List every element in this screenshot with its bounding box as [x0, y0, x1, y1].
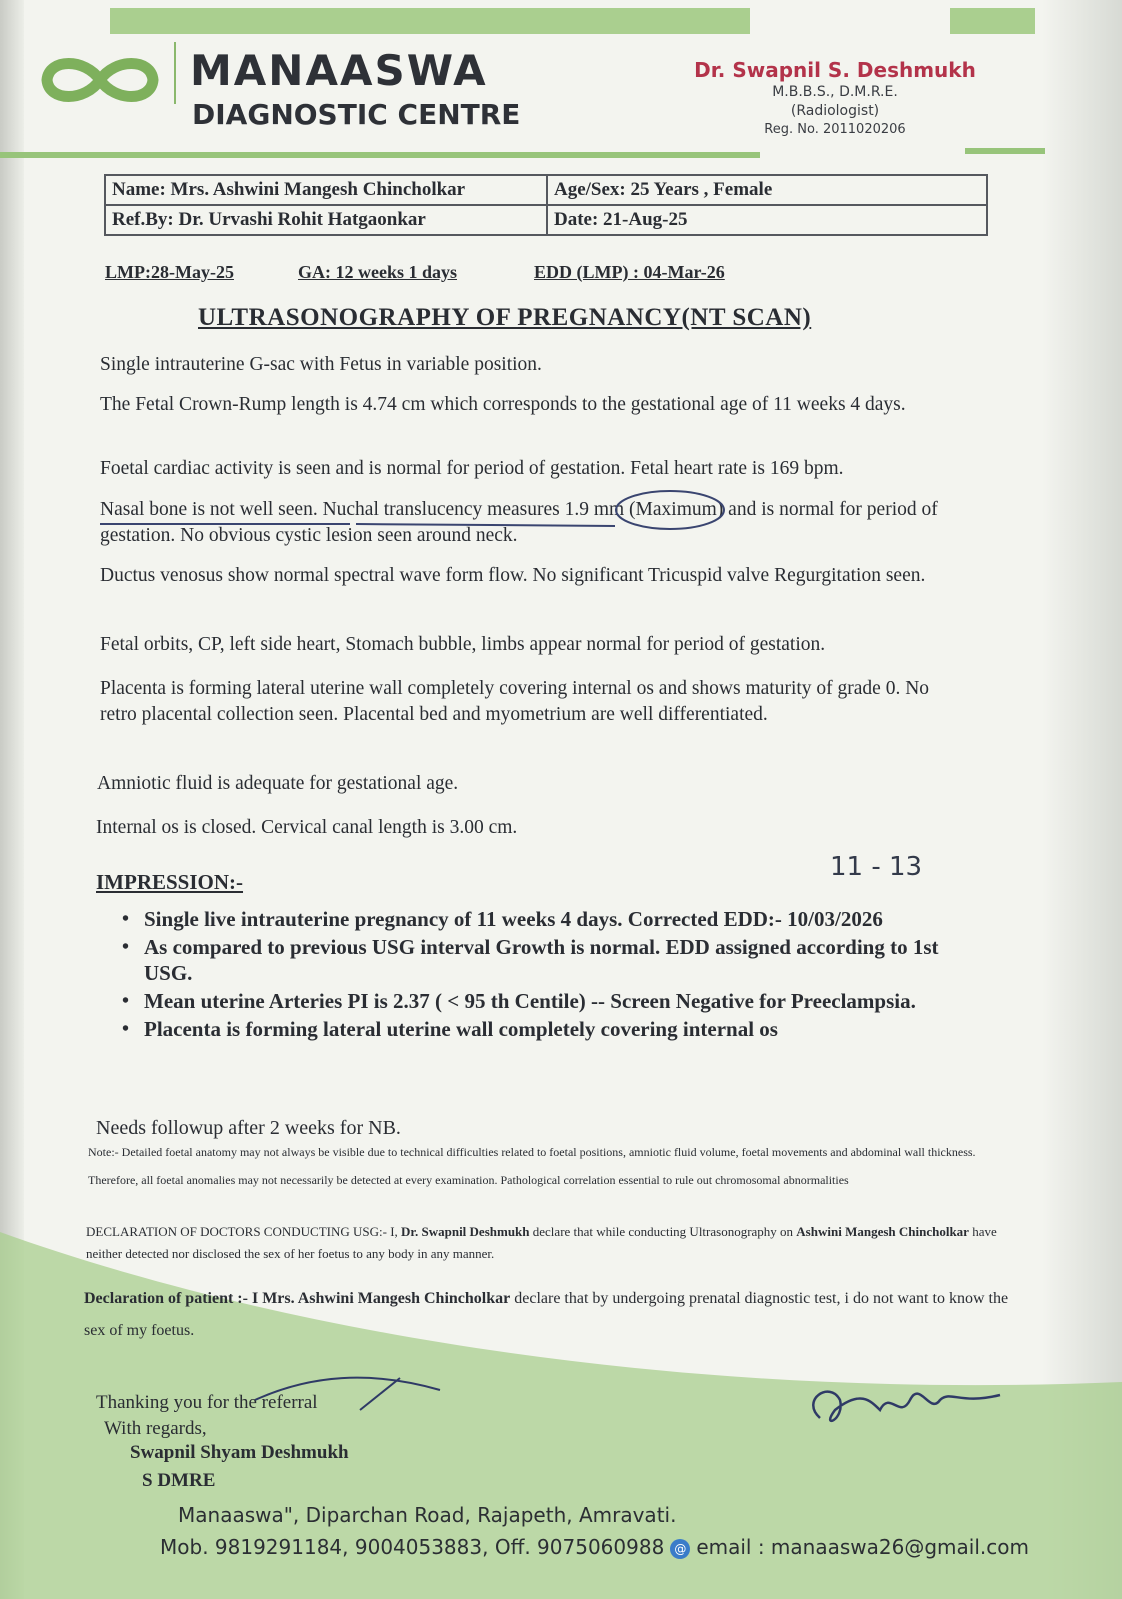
report-date: Date: 21-Aug-25: [554, 209, 688, 230]
footer-contact: [160, 1535, 1029, 1559]
brand-name: MANAASWA: [190, 46, 488, 95]
patient-declaration-name: I Mrs. Ashwini Mangesh Chincholkar: [247, 1290, 511, 1307]
top-green-bar: [110, 8, 750, 34]
patient-row-1: [106, 176, 986, 206]
declaration-patient-name: Ashwini Mangesh Chincholkar: [796, 1224, 969, 1239]
handwritten-ga-range: 11 - 13: [830, 852, 923, 882]
finding-4: Nasal bone is not well seen. Nuchal translucency measures 1.9 mm (Maximum) and is normal for period of gestation. No obvious cystic lesion seen around neck.: [100, 499, 938, 546]
top-green-bar-right: [950, 8, 1035, 34]
impression-item: • Single live intrauterine pregnancy of 11 weeks 4 days. Corrected EDD:- 10/03/2026: [122, 906, 992, 932]
header-green-rule-right: [965, 148, 1045, 154]
impression-heading: IMPRESSION:-: [96, 870, 244, 894]
logo-divider: [174, 42, 176, 104]
disclaimer-note: Note:- Detailed foetal anatomy may not always be visible due to technical difficulties related to foetal positions, amniotic fluid volume, foetal movements and abdominal wall thickness. Therefore, all foetal anomalies may not necessarily be detected at every examination. Pathological correlation essential to rule out chromosomal abnormalities: [88, 1145, 976, 1187]
signatory-degree: S DMRE: [142, 1470, 216, 1491]
nt-measure-circle-icon: [612, 486, 732, 532]
doctor-declaration: [86, 1221, 1016, 1265]
nasal-bone-underline: [100, 518, 620, 530]
impression-item: • Mean uterine Arteries PI is 2.37 ( < 95 th Centile) -- Screen Negative for Preeclampsia.: [122, 988, 992, 1014]
finding-5: Ductus venosus show normal spectral wave form flow. No significant Tricuspid valve Regurgitation seen.: [100, 565, 926, 586]
patient-row-2: [106, 206, 986, 234]
impression-item: • Placenta is forming lateral uterine wall completely covering internal os: [122, 1016, 992, 1042]
finding-3: Foetal cardiac activity is seen and is normal for period of gestation. Fetal heart rate is 169 bpm.: [100, 458, 844, 479]
finding-8: Amniotic fluid is adequate for gestational age.: [97, 773, 459, 794]
doctor-degree: M.B.B.S., D.M.R.E.: [772, 84, 898, 100]
footer-phones: Mob. 9819291184, 9004053883, Off. 9075060988: [160, 1535, 665, 1559]
header-green-rule: [0, 152, 760, 158]
signature-stroke-icon: [250, 1370, 460, 1420]
declaration-text: have neither detected nor disclosed the sex of her foetus to any body in any manner.: [86, 1224, 997, 1261]
thanks-text: Thanking you for the referral: [96, 1392, 318, 1413]
infinity-logo-icon: [35, 52, 165, 108]
declaration-text: declare that while conducting Ultrasonography on: [529, 1224, 797, 1239]
edd-lmp: EDD (LMP) : 04-Mar-26: [534, 262, 725, 282]
followup-text: Needs followup after 2 weeks for NB.: [96, 1117, 401, 1139]
email-icon: @: [670, 1539, 690, 1559]
patient-declaration-text: declare that by undergoing prenatal diagnostic test, i do not want to know the sex of my foetus.: [84, 1290, 1009, 1339]
patient-declaration: [84, 1283, 1014, 1347]
finding-7: Placenta is forming lateral uterine wall completely covering internal os and shows maturity of grade 0. No retro placental collection seen. Placental bed and myometrium are well differentiated.: [100, 678, 930, 725]
impression-list: [122, 906, 992, 1044]
signatory-name: Swapnil Shyam Deshmukh: [130, 1442, 349, 1463]
patient-info-table: [104, 174, 988, 236]
gestational-age: GA: 12 weeks 1 days: [298, 262, 458, 282]
footer-address: Manaaswa", Diparchan Road, Rajapeth, Amravati.: [178, 1503, 677, 1527]
patient-age-sex: Age/Sex: 25 Years , Female: [554, 179, 773, 200]
footer-email: email : manaaswa26@gmail.com: [696, 1535, 1029, 1559]
impression-item: • As compared to previous USG interval Growth is normal. EDD assigned according to 1st USG.: [122, 934, 992, 986]
finding-9: Internal os is closed. Cervical canal length is 3.00 cm.: [96, 817, 518, 838]
doctor-reg-no: Reg. No. 2011020206: [764, 122, 906, 137]
patient-name: Name: Mrs. Ashwini Mangesh Chincholkar: [106, 176, 548, 204]
lmp-date: LMP:28-May-25: [105, 262, 234, 282]
finding-2: The Fetal Crown-Rump length is 4.74 cm which corresponds to the gestational age of 11 weeks 4 days.: [100, 394, 906, 415]
patient-signature-icon: [800, 1370, 1010, 1440]
finding-1: Single intrauterine G-sac with Fetus in variable position.: [100, 354, 542, 375]
brand-subtitle: DIAGNOSTIC CENTRE: [192, 98, 521, 131]
declaration-doctor-name: Dr. Swapnil Deshmukh: [401, 1224, 530, 1239]
doctor-name: Dr. Swapnil S. Deshmukh: [694, 58, 976, 82]
patient-declaration-label: Declaration of patient :-: [84, 1290, 248, 1307]
finding-6: Fetal orbits, CP, left side heart, Stomach bubble, limbs appear normal for period of gestation.: [100, 634, 826, 655]
declaration-text: DECLARATION OF DOCTORS CONDUCTING USG:- I,: [86, 1224, 402, 1239]
referred-by: Ref.By: Dr. Urvashi Rohit Hatgaonkar: [106, 206, 548, 234]
regards-text: With regards,: [104, 1418, 207, 1439]
doctor-role: (Radiologist): [790, 103, 880, 119]
report-title: ULTRASONOGRAPHY OF PREGNANCY(NT SCAN): [198, 304, 812, 331]
